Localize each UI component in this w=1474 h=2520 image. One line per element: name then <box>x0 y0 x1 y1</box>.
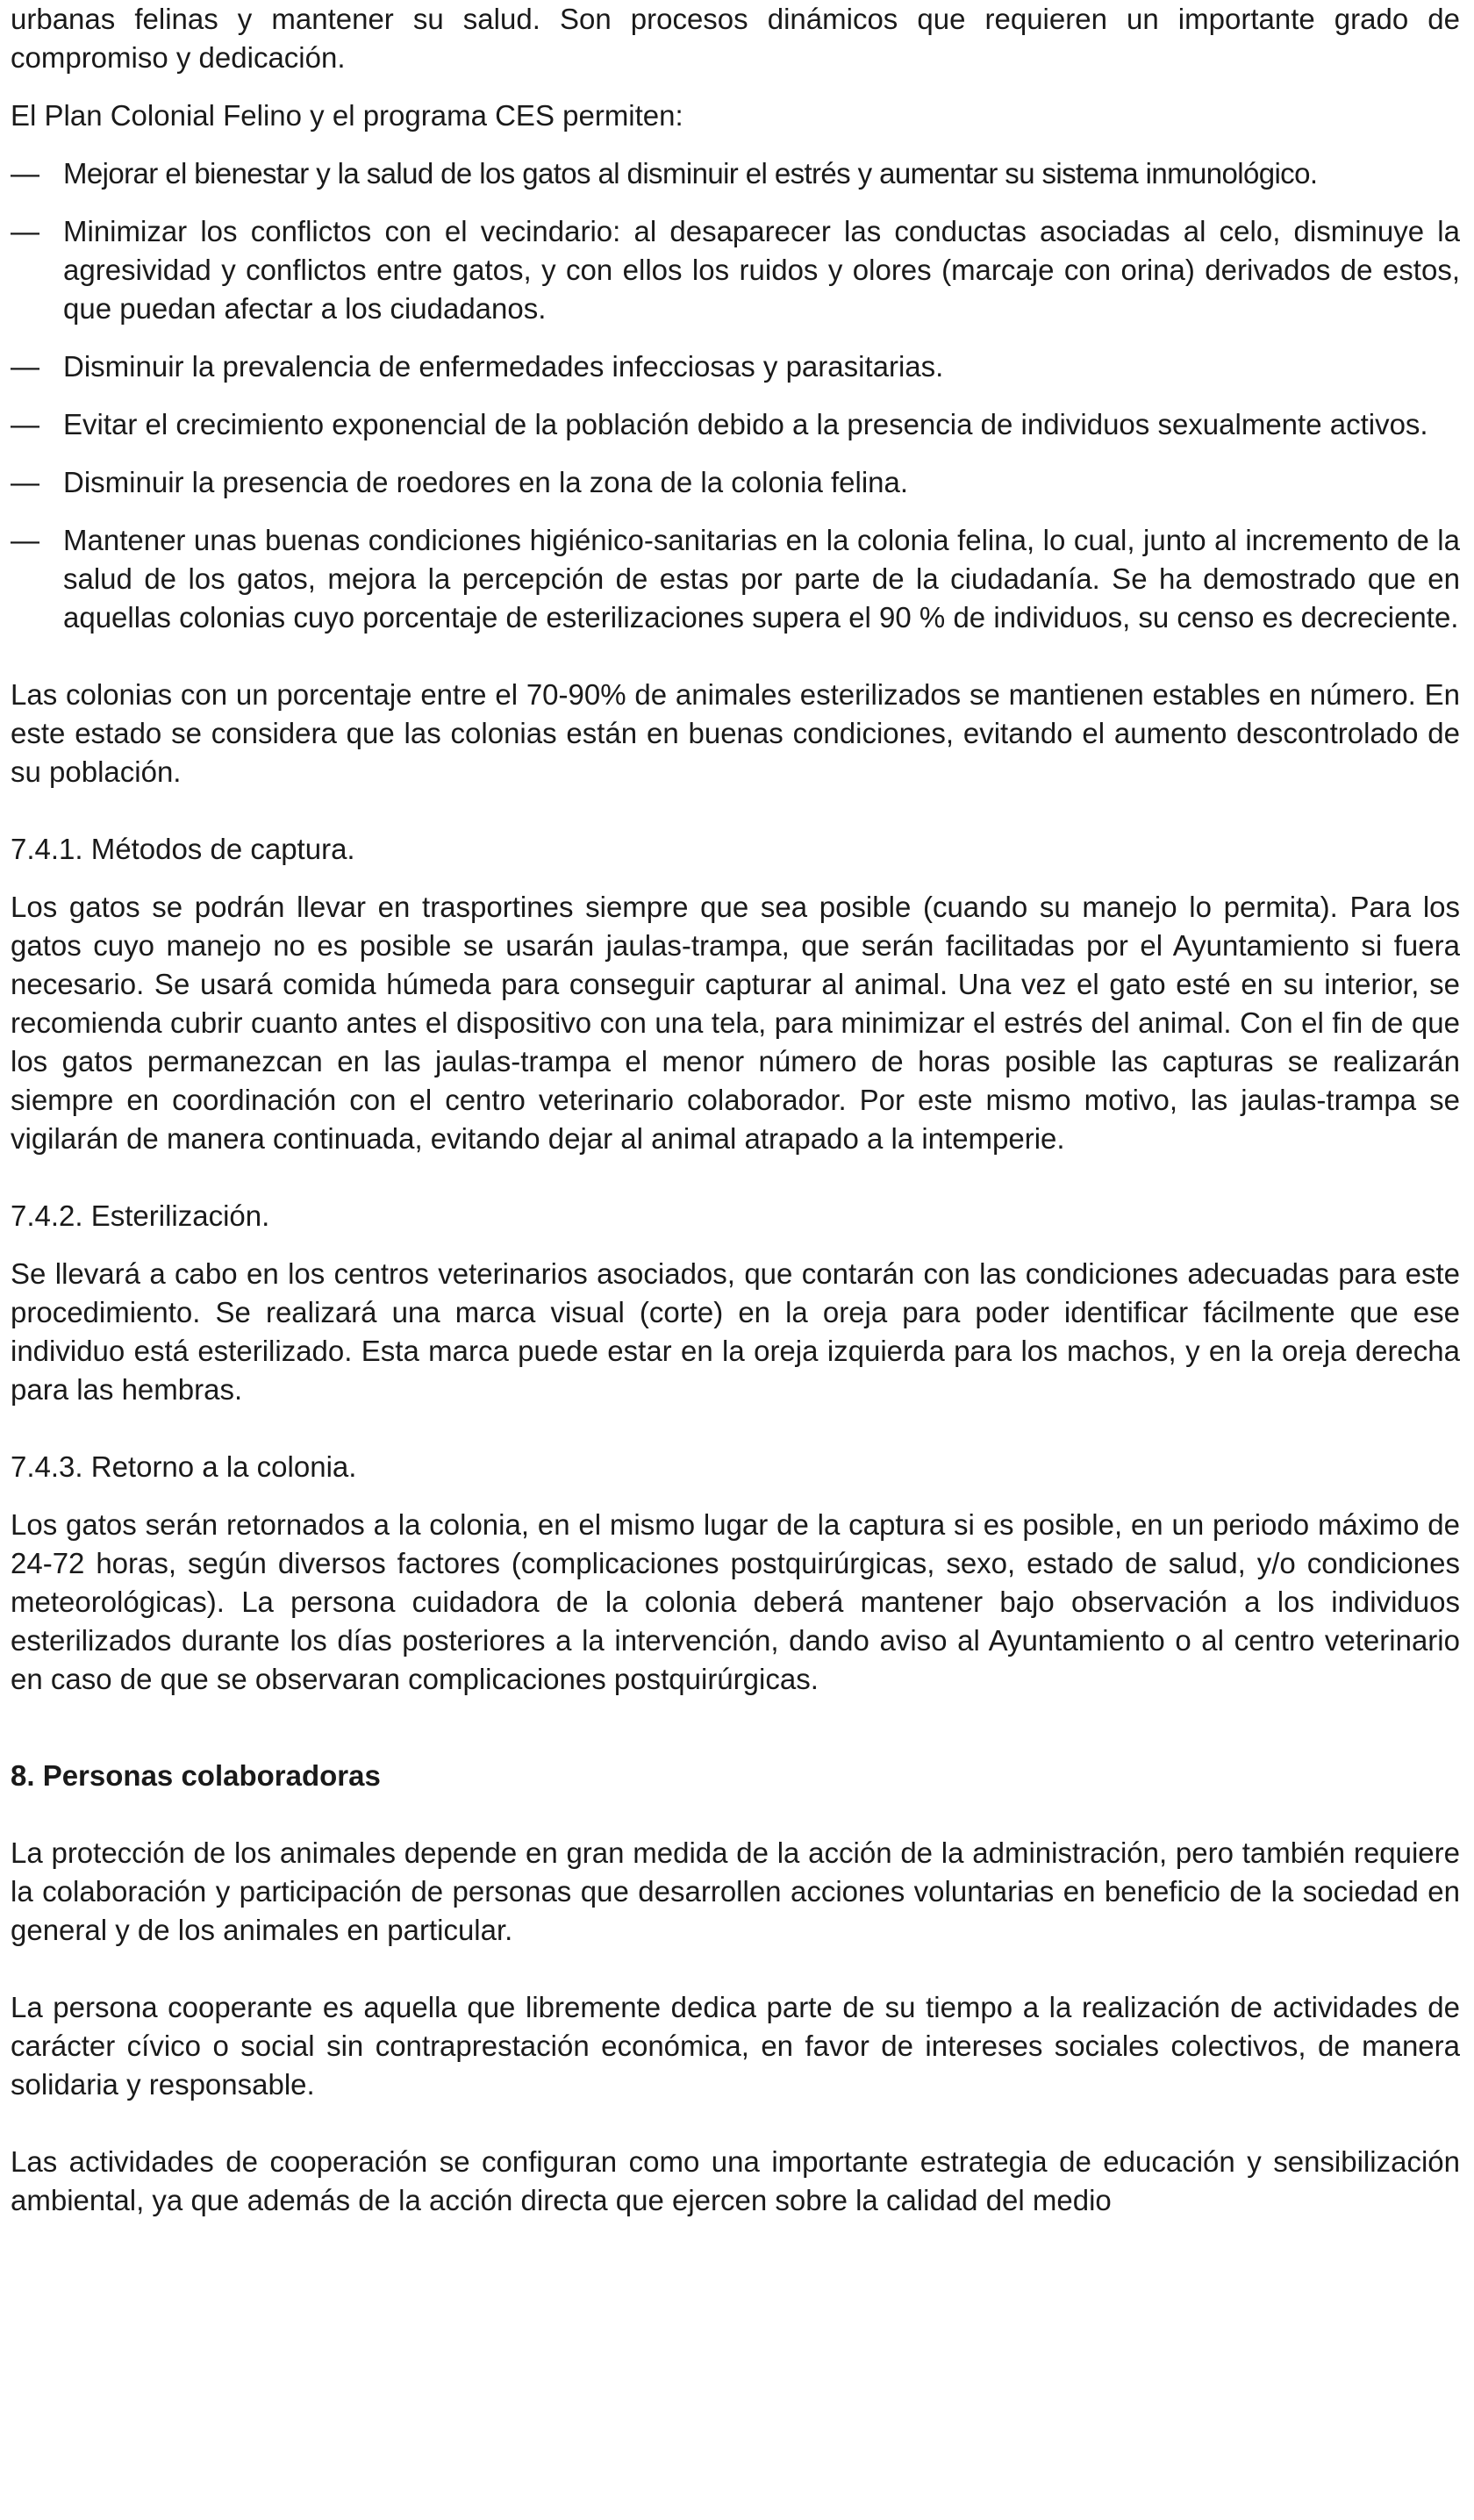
dash-marker: — <box>11 350 39 383</box>
spacer <box>11 1950 1460 1988</box>
section-7-4-1-title: 7.4.1. Métodos de captura. <box>11 833 355 865</box>
spacer <box>11 1795 1460 1834</box>
dash-marker: — <box>11 524 39 556</box>
bullet-item <box>11 154 1460 193</box>
bullet-text: Disminuir la prevalencia de enfermedades infecciosas y parasitarias. <box>63 350 944 383</box>
dash-marker: — <box>11 215 39 247</box>
section-7-4-2-text: Se llevará a cabo en los centros veterinarios asociados, que contarán con las condiciones adecuadas para este procedimiento. Se realizará una marca visual (corte) en la oreja para poder identificar fácilmente que ese individuo está esterilizado. Esta marca puede estar en la oreja izquierda para los machos, y en la oreja derecha para las hembras. <box>11 1257 1460 1406</box>
dash-marker: — <box>11 408 39 440</box>
intro-continuation-paragraph: urbanas felinas y mantener su salud. Son procesos dinámicos que requieren un importante grado de compromiso y dedicación. <box>11 3 1460 74</box>
spacer <box>11 77 1460 97</box>
spacer <box>11 135 1460 154</box>
spacer <box>11 1235 1460 1255</box>
colonies-paragraph: Las colonias con un porcentaje entre el 70-90% de animales esterilizados se mantienen estables en número. En este estado se considera que las colonias están en buenas condiciones, evitando el aumento descontrolado de su población. <box>11 678 1460 788</box>
bullet-text: Mantener unas buenas condiciones higiénico-sanitarias en la colonia felina, lo cual, junto al incremento de la salud de los gatos, mejora la percepción de estas por parte de la ciudadanía. Se ha demostrado que en aquellas colonias cuyo porcentaje de esterilizaciones supera el 90 % de individuos, su censo es decreciente. <box>63 524 1460 634</box>
dash-marker: — <box>11 466 39 498</box>
spacer <box>11 1158 1460 1197</box>
bullet-item <box>11 347 1460 386</box>
section-8-paragraph-3: Las actividades de cooperación se configuran como una importante estrategia de educación y sensibilización ambiental, ya que además de la acción directa que ejercen sobre la calidad del medio <box>11 2145 1460 2216</box>
section-7-4-3-title: 7.4.3. Retorno a la colonia. <box>11 1450 357 1483</box>
bullet-text: Disminuir la presencia de roedores en la zona de la colonia felina. <box>63 466 909 498</box>
spacer <box>11 869 1460 888</box>
bullet-item <box>11 212 1460 328</box>
bullet-item <box>11 463 1460 502</box>
bullet-text: Mejorar el bienestar y la salud de los gatos al disminuir el estrés y aumentar su sistema inmunológico. <box>63 157 1318 190</box>
dash-marker: — <box>11 157 39 190</box>
section-7-4-3-text: Los gatos serán retornados a la colonia, en el mismo lugar de la captura si es posible, en un periodo máximo de 24-72 horas, según diversos factores (complicaciones postquirúrgicas, sexo, estado de salud, y/o condiciones meteorológicas). La persona cuidadora de la colonia deberá mantener bajo observación a los individuos esterilizados durante los días posteriores a la intervención, dando aviso al Ayuntamiento o al centro veterinario en caso de que se observaran complicaciones postquirúrgicas. <box>11 1508 1460 1695</box>
plan-intro-paragraph: El Plan Colonial Felino y el programa CES permiten: <box>11 99 683 132</box>
bullet-item <box>11 521 1460 637</box>
spacer <box>11 791 1460 830</box>
bullet-text: Minimizar los conflictos con el vecindario: al desaparecer las conductas asociadas al celo, disminuye la agresividad y conflictos entre gatos, y con ellos los ruidos y olores (marcaje con orina) derivados de estos, que puedan afectar a los ciudadanos. <box>63 215 1460 325</box>
bullet-item <box>11 405 1460 444</box>
spacer <box>11 1486 1460 1506</box>
section-8-paragraph-1: La protección de los animales depende en gran medida de la acción de la administración, pero también requiere la colaboración y participación de personas que desarrollen acciones voluntarias en beneficio de la sociedad en general y de los animales en particular. <box>11 1836 1460 1946</box>
section-8-paragraph-2: La persona cooperante es aquella que libremente dedica parte de su tiempo a la realización de actividades de carácter cívico o social sin contraprestación económica, en favor de intereses sociales colectivos, de manera solidaria y responsable. <box>11 1991 1460 2101</box>
bullet-text: Evitar el crecimiento exponencial de la población debido a la presencia de individuos sexualmente activos. <box>63 408 1428 440</box>
section-7-4-1-text: Los gatos se podrán llevar en trasportines siempre que sea posible (cuando su manejo lo permita). Para los gatos cuyo manejo no es posible se usarán jaulas-trampa, que serán facilitadas por el Ayuntamiento si fuera necesario. Se usará comida húmeda para conseguir capturar al animal. Una vez el gato esté en su interior, se recomienda cubrir cuanto antes el dispositivo con una tela, para minimizar el estrés del animal. Con el fin de que los gatos permanezcan en las jaulas-trampa el menor número de horas posible las capturas se realizarán siempre en coordinación con el centro veterinario colaborador. Por este mismo motivo, las jaulas-trampa se vigilarán de manera continuada, evitando dejar al animal atrapado a la intemperie. <box>11 891 1460 1155</box>
spacer <box>11 1699 1460 1757</box>
section-7-4-2-title: 7.4.2. Esterilización. <box>11 1199 270 1232</box>
section-8-heading: 8. Personas colaboradoras <box>11 1759 381 1792</box>
spacer <box>11 2104 1460 2143</box>
spacer <box>11 1409 1460 1448</box>
spacer <box>11 637 1460 676</box>
